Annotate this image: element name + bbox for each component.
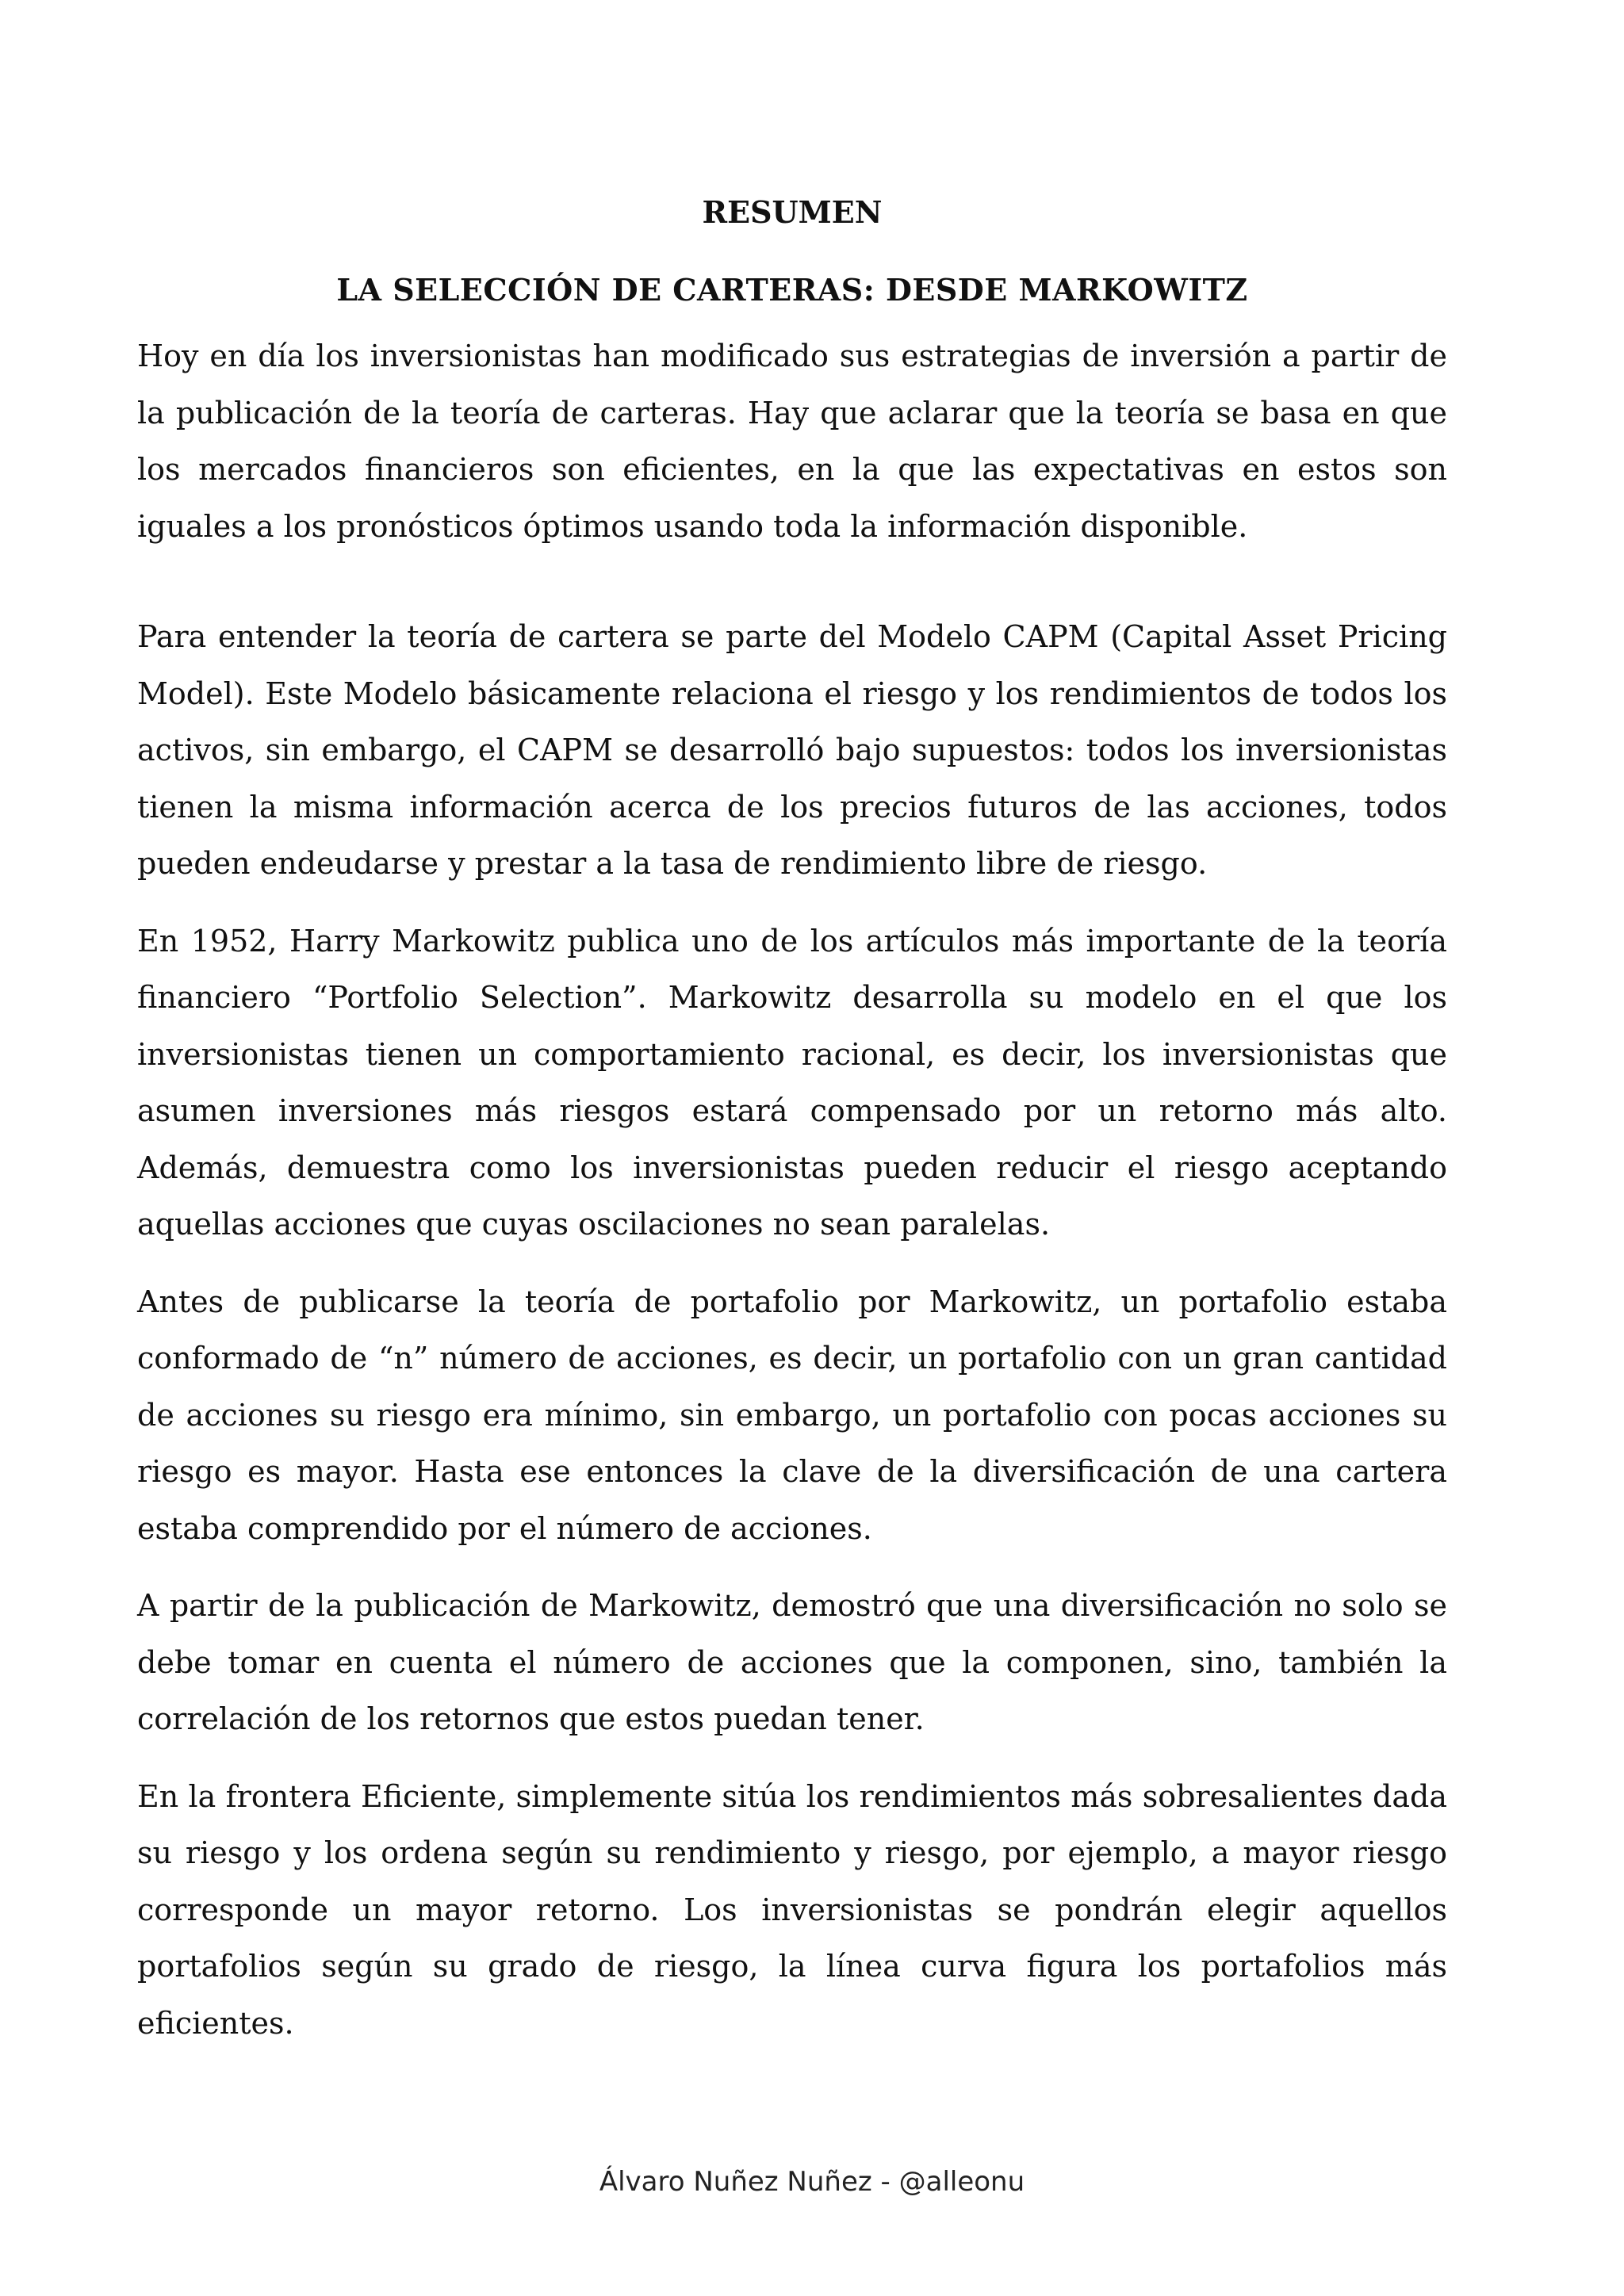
document-title: LA SELECCIÓN DE CARTERAS: DESDE MARKOWITZ [336, 272, 1248, 308]
paragraph-capm: Para entender la teoría de cartera se parte del Modelo CAPM (Capital Asset Pricing Model). Este Modelo básicamente relaciona el riesgo y los rendimientos de todos los activos, sin embargo, el CAPM se desarrolló bajo supuestos: todos los inversionistas tienen la misma información acerca de los precios futuros de las acciones, todos pueden endeudarse y prestar a la tasa de rendimiento libre de riesgo. [137, 619, 1447, 881]
paragraph-intro: Hoy en día los inversionistas han modificado sus estrategias de inversión a partir de la publicación de la teoría de carteras. Hay que aclarar que la teoría se basa en que los mercados financieros son eficientes, en la que las expectativas en estos son iguales a los pronósticos óptimos usando toda la información disponible. [137, 339, 1447, 544]
page-footer: Álvaro Nuñez Nuñez - @alleonu [599, 2166, 1025, 2198]
document-heading: RESUMEN [702, 194, 883, 230]
paragraph-efficient-frontier: En la frontera Eficiente, simplemente sitúa los rendimientos más sobresalientes dada su riesgo y los ordena según su rendimiento y riesgo, por ejemplo, a mayor riesgo corresponde un mayor retorno. Los inversionistas se pondrán elegir aquellos portafolios según su grado de riesgo, la línea curva figura los portafolios más eficientes. [137, 1778, 1447, 2041]
document-body [137, 189, 1447, 2072]
paragraph-diversification: A partir de la publicación de Markowitz, demostró que una diversificación no solo se debe tomar en cuenta el número de acciones que la componen, sino, también la correlación de los retornos que estos puedan tener. [137, 1588, 1447, 1736]
paragraph-markowitz-1952: En 1952, Harry Markowitz publica uno de los artículos más importante de la teoría financiero “Portfolio Selection”. Markowitz desarrolla su modelo en el que los inversionistas tienen un comportamiento racional, es decir, los inversionistas que asumen inversiones más riesgos estará compensado por un retorno más alto. Además, demuestra como los inversionistas pueden reducir el riesgo aceptando aquellas acciones que cuyas oscilaciones no sean paralelas. [137, 923, 1447, 1242]
paragraph-before-markowitz: Antes de publicarse la teoría de portafolio por Markowitz, un portafolio estaba conformado de “n” número de acciones, es decir, un portafolio con un gran cantidad de acciones su riesgo era mínimo, sin embargo, un portafolio con pocas acciones su riesgo es mayor. Hasta ese entonces la clave de la diversificación de una cartera estaba comprendido por el número de acciones. [137, 1284, 1447, 1546]
